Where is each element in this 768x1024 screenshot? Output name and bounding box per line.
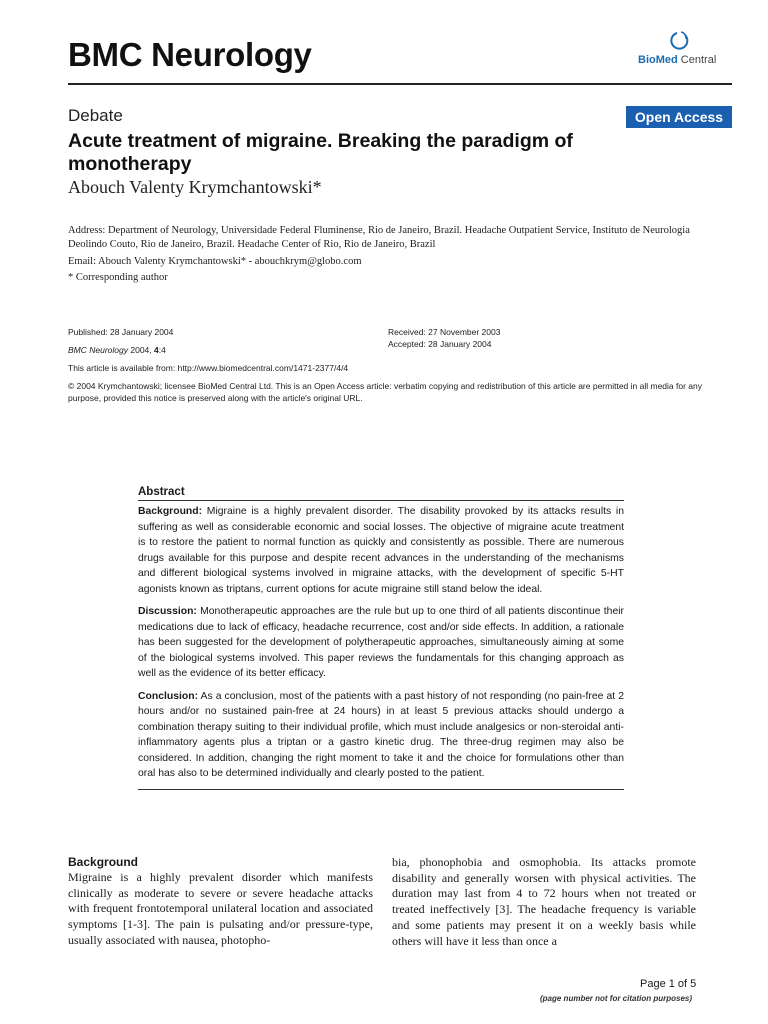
corresponding-author-note: * Corresponding author (68, 272, 168, 283)
biomed-central-logo[interactable] (636, 30, 736, 70)
page-number: Page 1 of 5 (640, 978, 697, 990)
biomed-central-ring-icon (670, 30, 690, 52)
copyright-notice: © 2004 Krymchantowski; licensee BioMed Central Ltd. This is an Open Access article: verbatim copying and redistribution of this article are permitted in all media for any purpose, provided this notice is preserved along with the article's original URL. (68, 381, 702, 403)
citation-journal: BMC Neurology (68, 345, 128, 355)
accepted-date: Accepted: 28 January 2004 (388, 339, 492, 349)
citation-year: 2004, (128, 345, 154, 355)
article-title: Acute treatment of migraine. Breaking the paradigm of monotherapy (68, 130, 573, 175)
abstract-conclusion-label: Conclusion: (138, 690, 199, 702)
abstract-discussion-text: Monotherapeutic approaches are the rule but up to one third of all patients discontinue their medications due to lack of efficacy, headache recurrence, cost and/or side effects. In addition, a rationale has been suggested for the development of polytherapeutic approaches, simultaneously aiming at some of the biological systems involved. This paper reviews the fundamentals for this changing approach as well as the evidence of its better efficacy. (138, 606, 624, 679)
logo-suffix: Central (680, 54, 717, 66)
abstract-discussion (138, 604, 624, 682)
author-email[interactable]: Email: Abouch Valenty Krymchantowski* - abouchkrym@globo.com (68, 256, 362, 267)
received-date: Received: 27 November 2003 (388, 327, 501, 337)
open-access-badge: Open Access (626, 106, 732, 128)
body-column-left: Migraine is a highly prevalent disorder which manifests clinically as moderate to severe or severe headache attacks with frequent frontotemporal unilateral location and associated symptoms [1-3]. The pain is pulsating and/or pressure-type, usually associated with nausea, photopho- (68, 870, 373, 947)
journal-title: BMC Neurology (68, 36, 312, 73)
author-address: Address: Department of Neurology, Universidade Federal Fluminense, Rio de Janeiro, Brazil. Headache Outpatient Service, Instituto de Neurologia Deolindo Couto, Rio de Janeiro, Brazil. Headache Center of Rio, Rio de Janeiro, Brazil (68, 225, 690, 250)
citation-issue: :4 (158, 345, 166, 355)
abstract-background-label: Background: (138, 506, 203, 517)
page-number-note: (page number not for citation purposes) (540, 994, 693, 1003)
abstract-heading: Abstract (138, 486, 185, 498)
abstract-background-text: Migraine is a highly prevalent disorder. The disability provoked by its attacks results in suffering as well as considerable economic and social losses. The objective of migraine acute treatment is to restore the patient to normal function as quickly and consistently as possible. There are numerous drugs available for this purpose and despite recent advances in the understanding of the mechanisms and different biological systems involved in migraine attacks, with the development of specific 5-HT agonists known as triptans, current options for acute migraine still stand below the ideal. (138, 506, 624, 595)
citation (68, 344, 166, 356)
abstract-background (138, 504, 624, 597)
section-heading-background: Background (68, 855, 139, 869)
author-name: Abouch Valenty Krymchantowski* (68, 177, 322, 197)
article-url[interactable]: This article is available from: http://www.biomedcentral.com/1471-2377/4/4 (68, 363, 349, 373)
abstract-conclusion (138, 689, 624, 782)
abstract-discussion-label: Discussion: (138, 606, 197, 617)
header-rule (68, 83, 732, 85)
published-date: Published: 28 January 2004 (68, 327, 174, 337)
article-type: Debate (68, 106, 123, 125)
abstract-top-rule (138, 500, 624, 501)
body-column-right: bia, phonophobia and osmophobia. Its attacks promote disability and generally worsen with physical activities. The duration may last from 4 to 72 hours when not treated or treated ineffectively [3]. The headache frequency is variable and some patients may present it on a weekly basis while others will have it less than once a (392, 855, 696, 948)
logo-brand: BioMed (638, 54, 678, 66)
abstract-bottom-rule (138, 789, 624, 790)
abstract-box (138, 486, 624, 790)
citation-volume: 4 (154, 345, 159, 355)
abstract-conclusion-text: As a conclusion, most of the patients with a past history of not responding (no pain-free at 2 hours and/or no sustained pain-free at 24 hours) in at least 5 previous attacks should undergo a combination therapy suiting to their individual profile, which must include analgesics or non-steroidal anti-inflammatory agents plus a triptan or a gastro kinetic drug. The three-drug regimen may also be considered. In addition, changing the right moment to take it and the choice for formulations other than oral has also to be determined individually and clearly posted to the patient. (138, 690, 624, 779)
